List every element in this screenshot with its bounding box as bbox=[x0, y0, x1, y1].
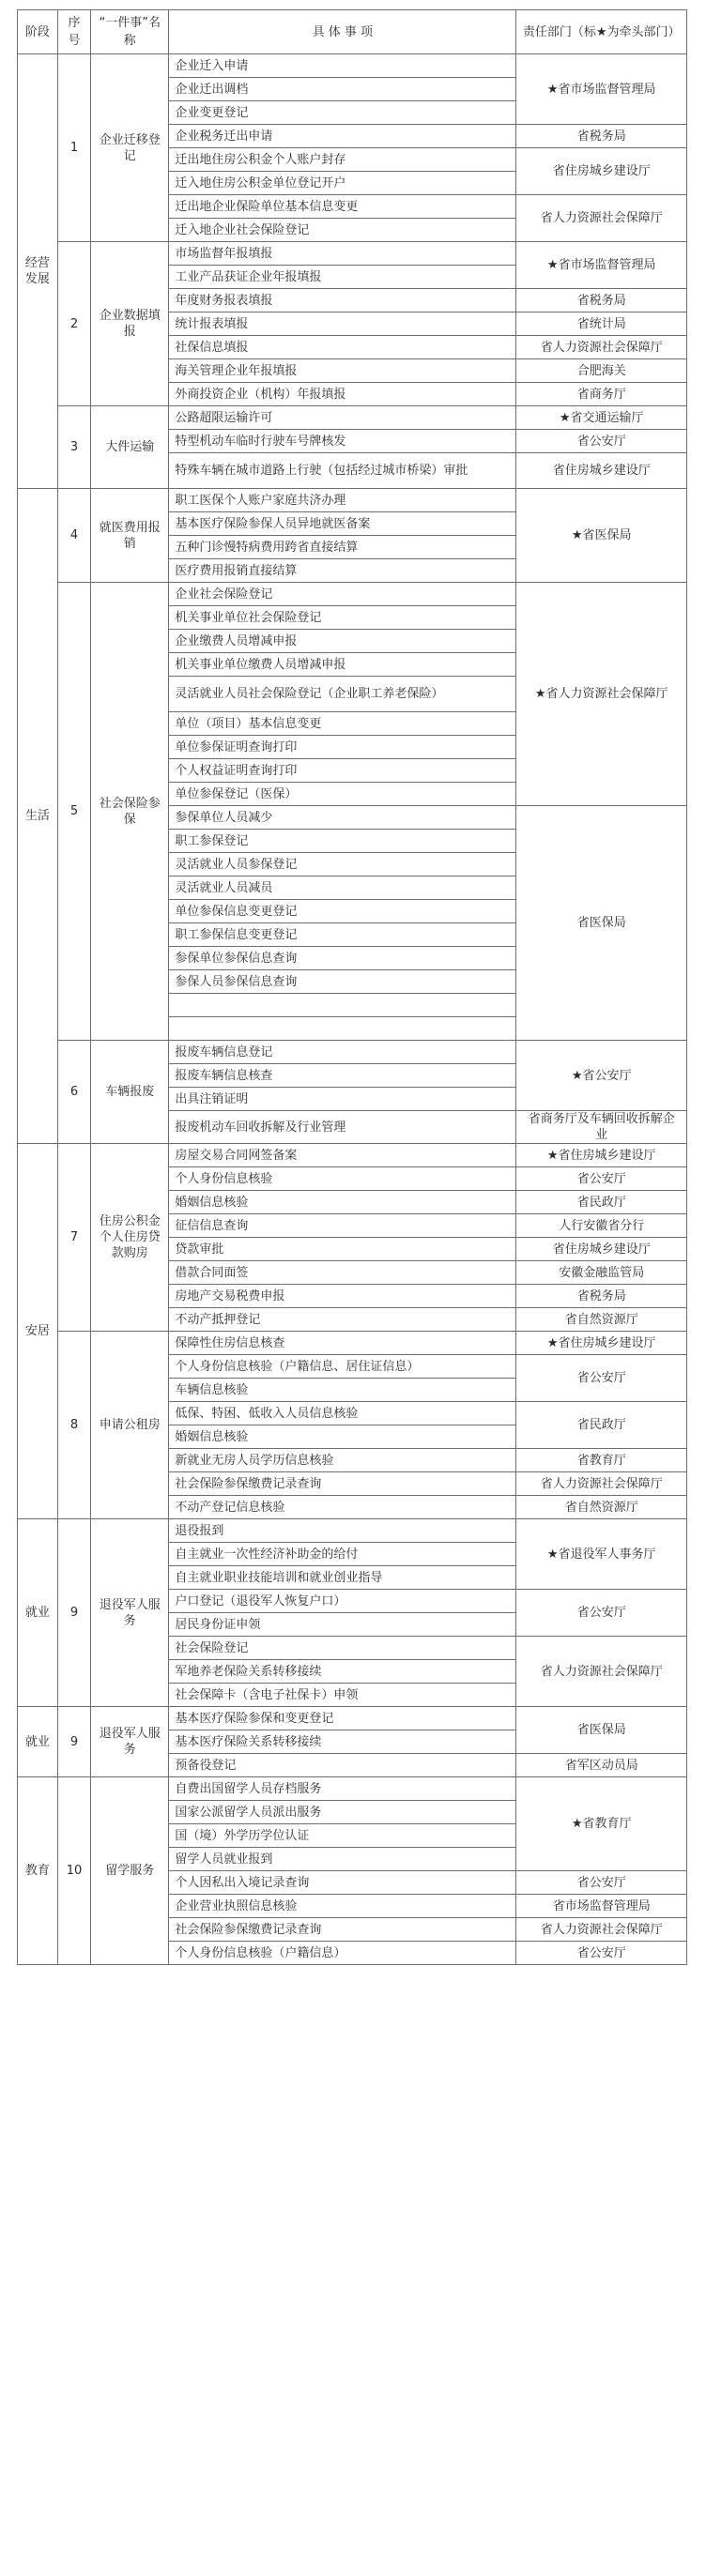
matter-name-cell: 退役军人服务 bbox=[91, 1519, 169, 1707]
number-cell: 10 bbox=[57, 1777, 91, 1965]
item-cell: 报废车辆信息核查 bbox=[169, 1064, 516, 1088]
item-cell: 国（境）外学历学位认证 bbox=[169, 1824, 516, 1848]
item-cell: 机关事业单位社会保险登记 bbox=[169, 606, 516, 630]
department-cell: 省商务厅及车辆回收拆解企业 bbox=[516, 1111, 687, 1144]
number-cell: 6 bbox=[57, 1041, 91, 1144]
item-cell: 社保信息填报 bbox=[169, 336, 516, 359]
item-cell: 基本医疗保险关系转移接续 bbox=[169, 1730, 516, 1754]
department-cell: 省自然资源厅 bbox=[516, 1496, 687, 1519]
department-cell: ★省住房城乡建设厅 bbox=[516, 1332, 687, 1355]
matter-name-cell: 社会保险参保 bbox=[91, 583, 169, 1041]
department-cell: 省市场监督管理局 bbox=[516, 1895, 687, 1918]
item-cell: 个人身份信息核验（户籍信息） bbox=[169, 1942, 516, 1965]
department-cell: ★省人力资源社会保障厅 bbox=[516, 583, 687, 806]
item-cell: 自主就业一次性经济补助金的给付 bbox=[169, 1543, 516, 1566]
stage-cell: 就业 bbox=[18, 1707, 58, 1777]
item-cell: 单位参保证明查询打印 bbox=[169, 736, 516, 759]
item-cell: 基本医疗保险参保人员异地就医备案 bbox=[169, 512, 516, 536]
item-cell: 企业变更登记 bbox=[169, 101, 516, 125]
item-cell: 市场监督年报填报 bbox=[169, 242, 516, 266]
header-stage: 阶段 bbox=[18, 10, 58, 54]
department-cell: 省自然资源厅 bbox=[516, 1308, 687, 1332]
number-cell: 5 bbox=[57, 583, 91, 1041]
item-cell: 机关事业单位缴费人员增减申报 bbox=[169, 653, 516, 677]
department-cell: 省人力资源社会保障厅 bbox=[516, 195, 687, 242]
table-body bbox=[18, 54, 687, 1965]
stage-cell: 就业 bbox=[18, 1519, 58, 1707]
item-cell: 贷款审批 bbox=[169, 1238, 516, 1261]
item-cell: 参保人员参保信息查询 bbox=[169, 970, 516, 994]
item-cell: 工业产品获证企业年报填报 bbox=[169, 266, 516, 289]
department-cell: 省税务局 bbox=[516, 1285, 687, 1308]
item-cell: 不动产抵押登记 bbox=[169, 1308, 516, 1332]
table-row bbox=[18, 1519, 687, 1543]
item-cell: 居民身份证申领 bbox=[169, 1613, 516, 1637]
header-name: “一件事”名称 bbox=[91, 10, 169, 54]
department-cell: 省税务局 bbox=[516, 125, 687, 148]
item-cell: 职工医保个人账户家庭共济办理 bbox=[169, 489, 516, 512]
department-cell: ★省交通运输厅 bbox=[516, 406, 687, 430]
item-cell: 职工参保登记 bbox=[169, 830, 516, 853]
table-row bbox=[18, 489, 687, 512]
table-row bbox=[18, 1144, 687, 1167]
header-row bbox=[18, 10, 687, 54]
item-cell: 迁出地住房公积金个人账户封存 bbox=[169, 148, 516, 172]
item-cell: 医疗费用报销直接结算 bbox=[169, 559, 516, 583]
number-cell: 9 bbox=[57, 1519, 91, 1707]
department-cell: 省人力资源社会保障厅 bbox=[516, 1472, 687, 1496]
department-cell: 省人力资源社会保障厅 bbox=[516, 1918, 687, 1942]
item-cell: 单位参保登记（医保） bbox=[169, 783, 516, 806]
item-cell: 企业税务迁出申请 bbox=[169, 125, 516, 148]
stage-cell: 安居 bbox=[18, 1144, 58, 1519]
item-cell: 婚姻信息核验 bbox=[169, 1191, 516, 1214]
item-cell: 参保单位人员减少 bbox=[169, 806, 516, 830]
item-cell: 留学人员就业报到 bbox=[169, 1848, 516, 1871]
responsibility-table bbox=[17, 9, 687, 1965]
department-cell: 省军区动员局 bbox=[516, 1754, 687, 1777]
item-cell: 企业营业执照信息核验 bbox=[169, 1895, 516, 1918]
table-row bbox=[18, 242, 687, 266]
item-cell: 单位（项目）基本信息变更 bbox=[169, 712, 516, 736]
item-cell: 退役报到 bbox=[169, 1519, 516, 1543]
matter-name-cell: 大件运输 bbox=[91, 406, 169, 489]
department-cell: ★省住房城乡建设厅 bbox=[516, 1144, 687, 1167]
matter-name-cell: 车辆报废 bbox=[91, 1041, 169, 1144]
table-row bbox=[18, 1332, 687, 1355]
department-cell: 省教育厅 bbox=[516, 1449, 687, 1472]
item-cell: 低保、特困、低收入人员信息核验 bbox=[169, 1402, 516, 1425]
item-cell: 国家公派留学人员派出服务 bbox=[169, 1801, 516, 1824]
item-cell: 迁入地住房公积金单位登记开户 bbox=[169, 172, 516, 195]
item-cell: 车辆信息核验 bbox=[169, 1379, 516, 1402]
stage-cell: 生活 bbox=[18, 489, 58, 1144]
item-cell: 海关管理企业年报填报 bbox=[169, 359, 516, 383]
item-cell: 报废车辆信息登记 bbox=[169, 1041, 516, 1064]
item-cell: 自费出国留学人员存档服务 bbox=[169, 1777, 516, 1801]
item-cell: 职工参保信息变更登记 bbox=[169, 923, 516, 947]
department-cell: 安徽金融监管局 bbox=[516, 1261, 687, 1285]
item-cell: 个人身份信息核验（户籍信息、居住证信息） bbox=[169, 1355, 516, 1379]
table-row bbox=[18, 583, 687, 606]
stage-cell: 教育 bbox=[18, 1777, 58, 1965]
matter-name-cell: 申请公租房 bbox=[91, 1332, 169, 1519]
department-cell: ★省教育厅 bbox=[516, 1777, 687, 1871]
number-cell: 8 bbox=[57, 1332, 91, 1519]
item-cell: 迁入地企业社会保险登记 bbox=[169, 219, 516, 242]
department-cell: 合肥海关 bbox=[516, 359, 687, 383]
department-cell: 省公安厅 bbox=[516, 1355, 687, 1402]
table-row bbox=[18, 1707, 687, 1730]
item-cell: 个人身份信息核验 bbox=[169, 1167, 516, 1191]
department-cell: 省人力资源社会保障厅 bbox=[516, 336, 687, 359]
department-cell: 省民政厅 bbox=[516, 1191, 687, 1214]
department-cell: 省住房城乡建设厅 bbox=[516, 148, 687, 195]
item-cell: 单位参保信息变更登记 bbox=[169, 900, 516, 923]
item-cell: 出具注销证明 bbox=[169, 1088, 516, 1111]
department-cell: 省民政厅 bbox=[516, 1402, 687, 1449]
matter-name-cell: 企业迁移登记 bbox=[91, 54, 169, 242]
number-cell: 1 bbox=[57, 54, 91, 242]
number-cell: 9 bbox=[57, 1707, 91, 1777]
item-cell: 迁出地企业保险单位基本信息变更 bbox=[169, 195, 516, 219]
matter-name-cell: 退役军人服务 bbox=[91, 1707, 169, 1777]
item-cell: 外商投资企业（机构）年报填报 bbox=[169, 383, 516, 406]
matter-name-cell: 就医费用报销 bbox=[91, 489, 169, 583]
item-cell: 灵活就业人员社会保险登记（企业职工养老保险） bbox=[169, 677, 516, 712]
item-cell: 统计报表填报 bbox=[169, 312, 516, 336]
department-cell: 省商务厅 bbox=[516, 383, 687, 406]
department-cell: 省住房城乡建设厅 bbox=[516, 453, 687, 489]
item-cell: 社会保险参保缴费记录查询 bbox=[169, 1472, 516, 1496]
item-cell: 不动产登记信息核验 bbox=[169, 1496, 516, 1519]
number-cell: 7 bbox=[57, 1144, 91, 1332]
item-cell: 灵活就业人员参保登记 bbox=[169, 853, 516, 876]
item-cell: 企业迁出调档 bbox=[169, 78, 516, 101]
item-cell: 灵活就业人员减员 bbox=[169, 876, 516, 900]
number-cell: 4 bbox=[57, 489, 91, 583]
number-cell: 3 bbox=[57, 406, 91, 489]
department-cell: ★省医保局 bbox=[516, 489, 687, 583]
department-cell: 省公安厅 bbox=[516, 1590, 687, 1637]
item-cell: 企业缴费人员增减申报 bbox=[169, 630, 516, 653]
item-cell: 社会保险参保缴费记录查询 bbox=[169, 1918, 516, 1942]
department-cell: 省公安厅 bbox=[516, 430, 687, 453]
item-cell: 个人因私出入境记录查询 bbox=[169, 1871, 516, 1895]
department-cell: 省公安厅 bbox=[516, 1942, 687, 1965]
department-cell: ★省退役军人事务厅 bbox=[516, 1519, 687, 1590]
item-cell: 特殊车辆在城市道路上行驶（包括经过城市桥梁）审批 bbox=[169, 453, 516, 489]
item-cell: 新就业无房人员学历信息核验 bbox=[169, 1449, 516, 1472]
item-cell: 社会保障卡（含电子社保卡）申领 bbox=[169, 1684, 516, 1707]
item-cell: 军地养老保险关系转移接续 bbox=[169, 1660, 516, 1684]
item-cell: 房屋交易合同网签备案 bbox=[169, 1144, 516, 1167]
department-cell: ★省公安厅 bbox=[516, 1041, 687, 1111]
header-department: 责任部门（标★为牵头部门） bbox=[516, 10, 687, 54]
item-cell: 自主就业职业技能培训和就业创业指导 bbox=[169, 1566, 516, 1590]
item-cell bbox=[169, 1017, 516, 1041]
item-cell: 公路超限运输许可 bbox=[169, 406, 516, 430]
matter-name-cell: 留学服务 bbox=[91, 1777, 169, 1965]
stage-cell: 经营发展 bbox=[18, 54, 58, 489]
item-cell: 特型机动车临时行驶车号牌核发 bbox=[169, 430, 516, 453]
department-cell: 省统计局 bbox=[516, 312, 687, 336]
item-cell: 个人权益证明查询打印 bbox=[169, 759, 516, 783]
number-cell: 2 bbox=[57, 242, 91, 406]
matter-name-cell: 住房公积金个人住房贷款购房 bbox=[91, 1144, 169, 1332]
item-cell: 借款合同面签 bbox=[169, 1261, 516, 1285]
item-cell: 房地产交易税费申报 bbox=[169, 1285, 516, 1308]
department-cell: ★省市场监督管理局 bbox=[516, 242, 687, 289]
item-cell: 年度财务报表填报 bbox=[169, 289, 516, 312]
department-cell: 人行安徽省分行 bbox=[516, 1214, 687, 1238]
department-cell: 省住房城乡建设厅 bbox=[516, 1238, 687, 1261]
table-row bbox=[18, 54, 687, 78]
table-row bbox=[18, 1041, 687, 1064]
table-row bbox=[18, 1777, 687, 1801]
item-cell: 报废机动车回收拆解及行业管理 bbox=[169, 1111, 516, 1144]
department-cell: 省公安厅 bbox=[516, 1167, 687, 1191]
item-cell: 婚姻信息核验 bbox=[169, 1425, 516, 1449]
department-cell: 省医保局 bbox=[516, 806, 687, 1041]
department-cell: 省公安厅 bbox=[516, 1871, 687, 1895]
header-item: 具 体 事 项 bbox=[169, 10, 516, 54]
matter-name-cell: 企业数据填报 bbox=[91, 242, 169, 406]
item-cell: 保障性住房信息核查 bbox=[169, 1332, 516, 1355]
item-cell: 社会保险登记 bbox=[169, 1637, 516, 1660]
item-cell bbox=[169, 994, 516, 1017]
item-cell: 基本医疗保险参保和变更登记 bbox=[169, 1707, 516, 1730]
department-cell: ★省市场监督管理局 bbox=[516, 54, 687, 125]
department-cell: 省人力资源社会保障厅 bbox=[516, 1637, 687, 1707]
department-cell: 省税务局 bbox=[516, 289, 687, 312]
department-cell: 省医保局 bbox=[516, 1707, 687, 1754]
item-cell: 企业社会保险登记 bbox=[169, 583, 516, 606]
header-number: 序号 bbox=[57, 10, 91, 54]
item-cell: 户口登记（退役军人恢复户口） bbox=[169, 1590, 516, 1613]
item-cell: 预备役登记 bbox=[169, 1754, 516, 1777]
item-cell: 征信信息查询 bbox=[169, 1214, 516, 1238]
item-cell: 参保单位参保信息查询 bbox=[169, 947, 516, 970]
item-cell: 企业迁入申请 bbox=[169, 54, 516, 78]
table-row bbox=[18, 406, 687, 430]
item-cell: 五种门诊慢特病费用跨省直接结算 bbox=[169, 536, 516, 559]
